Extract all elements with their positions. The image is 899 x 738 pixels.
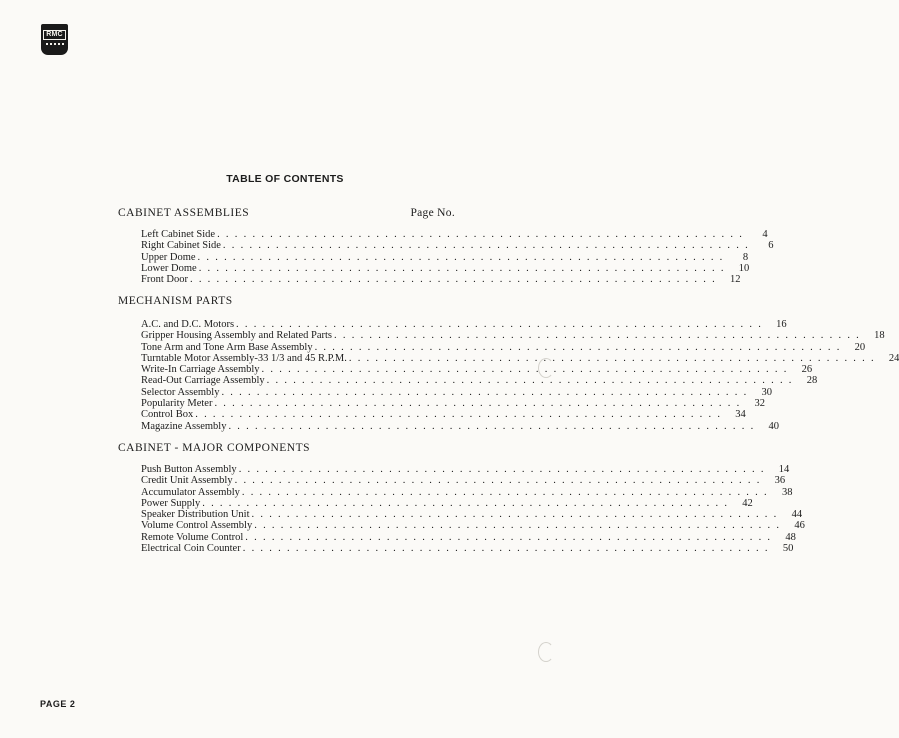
toc-entry	[141, 319, 787, 330]
section-heading-cabinet-assemblies: CABINET ASSEMBLIES	[118, 207, 250, 219]
dot-leader: . . . . . . . . . . . . . . . . . . . . . . . . . . . . . . . . . . . . . . . . . . . . . . . . . . . . . . . . . . . .	[238, 464, 766, 475]
dot-leader: . . . . . . . . . . . . . . . . . . . . . . . . . . . . . . . . . . . . . . . . . . . . . . . . . . . . . . . . . . . .	[189, 274, 717, 286]
dot-leader: . . . . . . . . . . . . . . . . . . . . . . . . . . . . . . . . . . . . . . . . . . . . . . . . . . . . . . . . . . . .	[254, 520, 781, 532]
toc-entry-label: Selector Assembly	[141, 386, 220, 398]
toc-entry-label: Left Cabinet Side	[141, 229, 216, 240]
binder-hole-mark	[538, 358, 554, 378]
toc-entry-label: Gripper Housing Assembly and Related Parts	[141, 330, 333, 342]
dot-leader: . . . . . . . . . . . . . . . . . . . . . . . . . . . . . . . . . . . . . . . . . . . . . . . . . . . . . . . . . . . .	[195, 409, 722, 421]
toc-entry-page: 42	[742, 497, 753, 509]
toc-entry	[141, 274, 741, 286]
toc-entry	[141, 330, 885, 342]
toc-entry-label: Accumulator Assembly	[141, 486, 240, 498]
toc-entry-page: 44	[791, 509, 803, 521]
toc-entry-page: 12	[730, 274, 741, 286]
toc-entry-page: 6	[768, 240, 774, 252]
toc-entry-page: 46	[794, 520, 805, 532]
toc-entry	[141, 497, 753, 509]
toc-entry-page: 18	[874, 330, 885, 342]
toc-entry-page: 40	[768, 420, 780, 432]
rmc-logo	[41, 24, 68, 55]
dot-leader: . . . . . . . . . . . . . . . . . . . . . . . . . . . . . . . . . . . . . . . . . . . . . . . . . . . . . . . . . . . .	[348, 352, 876, 364]
dot-leader: . . . . . . . . . . . . . . . . . . . . . . . . . . . . . . . . . . . . . . . . . . . . . . . . . . . . . . . . . . . .	[197, 251, 725, 263]
dot-leader: . . . . . . . . . . . . . . . . . . . . . . . . . . . . . . . . . . . . . . . . . . . . . . . . . . . . . . . . . . . .	[242, 543, 770, 555]
toc-entry-label: Right Cabinet Side	[141, 240, 221, 252]
toc-entry-label: Remote Volume Control	[141, 531, 244, 543]
toc-entry	[141, 229, 768, 240]
toc-entry	[141, 364, 813, 376]
toc-entry	[141, 375, 818, 387]
dot-leader: . . . . . . . . . . . . . . . . . . . . . . . . . . . . . . . . . . . . . . . . . . . . . . . . . . . . . . . . . . . .	[334, 330, 861, 342]
toc-entry-page: 20	[854, 341, 866, 353]
dot-leader: . . . . . . . . . . . . . . . . . . . . . . . . . . . . . . . . . . . . . . . . . . . . . . . . . . . . . . . . . . . .	[261, 364, 789, 376]
toc-entry-label: Tone Arm and Tone Arm Base Assembly	[141, 341, 313, 353]
binder-hole-mark	[538, 642, 554, 662]
toc-entry-label: Magazine Assembly	[141, 420, 227, 432]
toc-entry-label: Speaker Distribution Unit	[141, 509, 250, 521]
toc-entry-page: 32	[754, 398, 766, 410]
toc-entry-page: 28	[806, 375, 818, 387]
page-title: TABLE OF CONTENTS	[226, 173, 344, 185]
toc-entry-page: 48	[785, 531, 796, 543]
toc-entry	[141, 543, 794, 555]
toc-entry	[141, 509, 803, 521]
dot-leader: . . . . . . . . . . . . . . . . . . . . . . . . . . . . . . . . . . . . . . . . . . . . . . . . . . . . . . . . . . . .	[221, 386, 749, 398]
toc-entry	[141, 475, 786, 487]
toc-entry-label: Upper Dome	[141, 251, 196, 263]
toc-entry	[141, 240, 774, 252]
page-column-header: Page No.	[410, 207, 455, 219]
toc-entry-label: Control Box	[141, 409, 194, 421]
dot-leader: . . . . . . . . . . . . . . . . . . . . . . . . . . . . . . . . . . . . . . . . . . . . . . . . . . . . . . . . . . . .	[266, 375, 794, 387]
toc-entry	[141, 352, 899, 364]
section-heading-mechanism-parts: MECHANISM PARTS	[118, 295, 233, 307]
toc-entry-label: Turntable Motor Assembly-33 1/3 and 45 R.P.M.	[141, 352, 347, 364]
toc-entry-label: Push Button Assembly	[141, 464, 237, 475]
toc-list-cabinet-assemblies	[141, 229, 774, 286]
toc-entry-label: Write-In Carriage Assembly	[141, 364, 260, 376]
toc-entry	[141, 486, 793, 498]
toc-entry-page: 50	[782, 543, 794, 555]
toc-entry-label: Power Supply	[141, 497, 201, 509]
dot-leader: . . . . . . . . . . . . . . . . . . . . . . . . . . . . . . . . . . . . . . . . . . . . . . . . . . . . . . . . . . . .	[236, 319, 763, 330]
toc-entry-label: Popularity Meter	[141, 398, 213, 410]
dot-leader: . . . . . . . . . . . . . . . . . . . . . . . . . . . . . . . . . . . . . . . . . . . . . . . . . . . . . . . . . . . .	[241, 486, 769, 498]
toc-entry-label: Volume Control Assembly	[141, 520, 253, 532]
dot-leader: . . . . . . . . . . . . . . . . . . . . . . . . . . . . . . . . . . . . . . . . . . . . . . . . . . . . . . . . . . . .	[314, 341, 842, 353]
dot-leader: . . . . . . . . . . . . . . . . . . . . . . . . . . . . . . . . . . . . . . . . . . . . . . . . . . . . . . . . . . . .	[217, 229, 744, 240]
toc-entry	[141, 531, 796, 543]
dot-leader: . . . . . . . . . . . . . . . . . . . . . . . . . . . . . . . . . . . . . . . . . . . . . . . . . . . . . . . . . . . .	[245, 531, 772, 543]
logo-decoration	[46, 43, 64, 49]
toc-entry-page: 10	[738, 262, 750, 274]
dot-leader: . . . . . . . . . . . . . . . . . . . . . . . . . . . . . . . . . . . . . . . . . . . . . . . . . . . . . . . . . . . .	[198, 262, 726, 274]
toc-entry	[141, 420, 780, 432]
logo-text: RMC	[43, 30, 66, 40]
toc-entry-label: Front Door	[141, 274, 188, 286]
page-number-footer: PAGE 2	[40, 699, 76, 709]
toc-entry	[141, 464, 790, 475]
dot-leader: . . . . . . . . . . . . . . . . . . . . . . . . . . . . . . . . . . . . . . . . . . . . . . . . . . . . . . . . . . . .	[222, 240, 750, 252]
toc-entry-page: 4	[762, 229, 768, 240]
dot-leader: . . . . . . . . . . . . . . . . . . . . . . . . . . . . . . . . . . . . . . . . . . . . . . . . . . . . . . . . . . . .	[251, 509, 779, 521]
toc-entry-label: Lower Dome	[141, 262, 197, 274]
toc-entry-page: 24	[888, 352, 899, 364]
toc-entry-label: Credit Unit Assembly	[141, 475, 233, 487]
dot-leader: . . . . . . . . . . . . . . . . . . . . . . . . . . . . . . . . . . . . . . . . . . . . . . . . . . . . . . . . . . . .	[202, 497, 729, 509]
toc-entry	[141, 398, 766, 410]
toc-entry-page: 14	[778, 464, 790, 475]
toc-list-mechanism-parts	[141, 319, 899, 432]
toc-entry-page: 16	[776, 319, 787, 330]
toc-entry-page: 38	[781, 486, 793, 498]
toc-entry-page: 30	[761, 386, 773, 398]
toc-entry-label: A.C. and D.C. Motors	[141, 319, 235, 330]
dot-leader: . . . . . . . . . . . . . . . . . . . . . . . . . . . . . . . . . . . . . . . . . . . . . . . . . . . . . . . . . . . .	[234, 475, 762, 487]
toc-entry-page: 34	[735, 409, 746, 421]
toc-entry	[141, 341, 866, 353]
toc-entry	[141, 520, 805, 532]
section-heading-major-components: CABINET - MAJOR COMPONENTS	[118, 442, 311, 454]
toc-entry	[141, 386, 773, 398]
toc-entry	[141, 409, 746, 421]
dot-leader: . . . . . . . . . . . . . . . . . . . . . . . . . . . . . . . . . . . . . . . . . . . . . . . . . . . . . . . . . . . .	[228, 420, 756, 432]
toc-entry-page: 26	[801, 364, 813, 376]
toc-entry	[141, 262, 750, 274]
toc-entry-label: Read-Out Carriage Assembly	[141, 375, 265, 387]
toc-entry-label: Electrical Coin Counter	[141, 543, 241, 555]
toc-entry-page: 8	[742, 251, 749, 263]
dot-leader: . . . . . . . . . . . . . . . . . . . . . . . . . . . . . . . . . . . . . . . . . . . . . . . . . . . . . . . . . . . .	[214, 398, 742, 410]
toc-entry-page: 36	[774, 475, 786, 487]
toc-entry	[141, 251, 749, 263]
toc-list-major-components	[141, 464, 805, 555]
